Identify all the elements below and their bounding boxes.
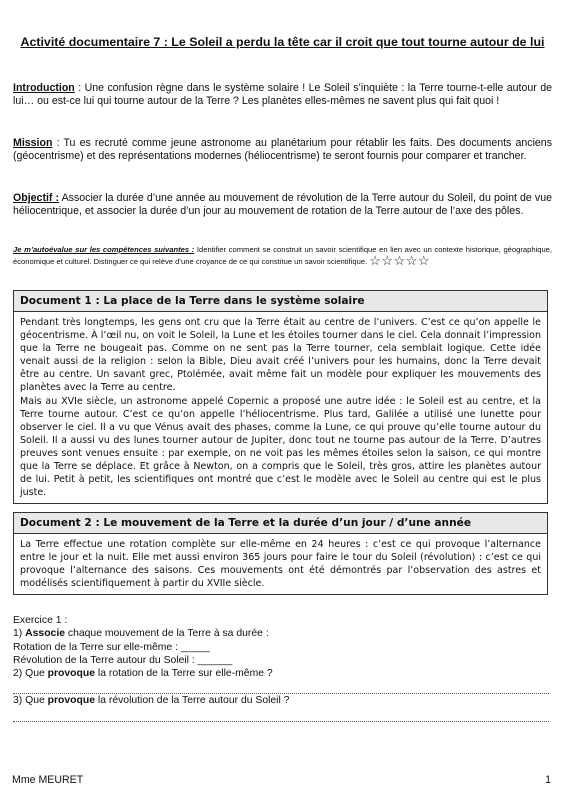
revolution-answer-line[interactable]: Révolution de la Terre autour du Soleil : ______ [13,654,233,666]
objective-text: Associer la durée d’une année au mouvement de révolution de la Terre autour du Soleil, du point de vue héliocentrique, et associer la durée d’un jour au mouvement de rotation de la Terre autour de l’axe des pôles. [13,192,552,218]
self-evaluation-label: Je m’autoévalue sur les compétences suivantes : [13,245,195,254]
document-1-paragraph-1: Pendant très longtemps, les gens ont cru que la Terre était au centre de l’univers. C’est ce qu’on appelle le géocentrisme. À l’œil nu, on voit le Soleil, la Lune et les étoiles tourner dans le ciel. Cela donnait l’impression que la Terre ne bougeait pas. Comme on ne sent pas la Terre tourner, cela semblait logique. Cette idée venait aussi de la religion : selon la Bible, Dieu avait créé l’univers pour les humains, donc la Terre devait être au centre. Un savant grec, Ptolémée, avait même fait un modèle pour expliquer les mouvements des planètes avec la Terre au centre. [20,317,541,394]
question-1-number: 1) [13,628,26,640]
question-3-verb: provoque [47,695,95,707]
question-3 [13,694,553,707]
document-1 [13,290,548,504]
question-1 [13,627,553,640]
document-2-body [14,534,547,594]
question-2-verb: provoque [47,668,95,680]
question-1-verb: Associe [25,628,65,640]
document-1-paragraph-2: Mais au XVIe siècle, un astronome appelé Copernic a proposé une autre idée : le Soleil est au centre, et la Terre tourne autour. C’est ce qu’on appelle l’héliocentrisme. Plus tard, Galilée a utilisé une lunette pour observer le ciel. Il a vu que Vénus avait des phases, comme la Lune, ce qui prouve qu’elle tourne autour du Soleil. Il a aussi vu des lunes tourner autour de Jupiter, donc tout ne tourne pas autour de la Terre. D’autres preuves sont venues ensuite : par exemple, on ne voit pas les mêmes étoiles selon la saison, ce qui montre que la Terre se déplace. Et grâce à Newton, on a compris que le Soleil, très gros, attire les planètes autour de lui. Petit à petit, les scientifiques ont montré que c’est le modèle avec le Soleil au centre qui est le plus juste. [20,395,541,499]
document-2-paragraph-1: La Terre effectue une rotation complète sur elle-même en 24 heures : c’est ce qui provoque l’alternance entre le jour et la nuit. Elle met aussi environ 365 jours pour faire le tour du Soleil (révolution) : c’est ce qui provoque l’alternance des saisons. Ces mouvements ont été démontrés par l’observation des astres et modélisés scientifiquement à partir du XVIIe siècle. [20,539,541,590]
question-2 [13,667,553,680]
question-1-text: chaque mouvement de la Terre à sa durée : [65,628,269,640]
self-evaluation-text: Identifier comment se construit un savoir scientifique en lien avec un contexte historique, géographique, économique et culturel. Distinguer ce qui relève d’une croyance de ce qui constitue un savoir scientifique. [13,245,553,266]
footer-author: Mme MEURET [12,774,84,786]
answer-line-2[interactable] [13,680,549,694]
question-2-text: la rotation de la Terre sur elle-même ? [95,668,273,680]
answer-line-3[interactable] [13,708,549,722]
introduction-text: : Une confusion règne dans le système solaire ! Le Soleil s’inquiète : la Terre tourne-t-elle autour de lui… ou est-ce lui qui tourne autour de la Terre ? Les planètes elles-mêmes ne savent plus qui fait quoi ! [13,82,552,108]
document-1-title: Document 1 : La place de la Terre dans le système solaire [14,291,547,312]
page-title: Activité documentaire 7 : Le Soleil a perdu la tête car il croit que tout tourne autour de lui [20,35,545,49]
document-1-body [14,312,547,503]
question-2-number: 2) Que [13,668,48,680]
footer-page-number: 1 [545,774,551,786]
objective-label: Objectif : [13,192,60,204]
mission-label: Mission [13,137,53,149]
rating-stars[interactable]: ☆☆☆☆☆ [369,253,431,268]
exercise-heading: Exercice 1 : [13,615,68,626]
introduction-paragraph [13,82,552,109]
rotation-answer-line[interactable]: Rotation de la Terre sur elle-même : _____ [13,641,210,653]
document-2 [13,512,548,595]
question-3-text: la révolution de la Terre autour du Soleil ? [95,695,290,707]
objective-paragraph [13,192,552,219]
mission-text: : Tu es recruté comme jeune astronome au planétarium pour rétablir les faits. Des documents anciens (géocentrisme) et des représentations modernes (héliocentrisme) te seront fournis pour comparer et trancher. [13,137,552,163]
self-evaluation [13,244,552,267]
question-3-number: 3) Que [13,695,48,707]
introduction-label: Introduction [13,82,75,94]
mission-paragraph [13,137,552,164]
exercise-1 [13,614,553,722]
document-2-title: Document 2 : Le mouvement de la Terre et la durée d’un jour / d’une année [14,513,547,534]
